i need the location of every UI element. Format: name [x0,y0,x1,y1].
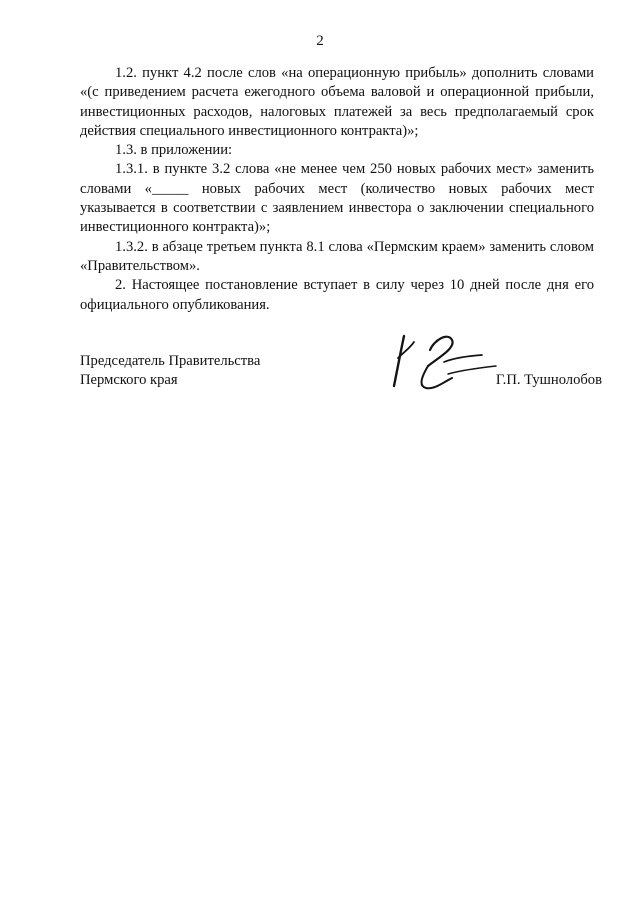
paragraph-1-2: 1.2. пункт 4.2 после слов «на операционную прибыль» дополнить словами «(с приведением расчета ежегодного объема валовой и операционной прибыли, инвестиционных расходов, налоговых платежей за весь предполагаемый срок действия специального инвестиционного контракта)»; [80,65,594,139]
signatory-title [80,352,340,391]
signatory-title-line-2: Пермского края [80,372,178,389]
signature-block [80,352,602,412]
handwritten-signature-icon [390,328,500,394]
paragraph-1-3-1: 1.3.1. в пункте 3.2 слова «не менее чем 250 новых рабочих мест» заменить словами «_____ новых рабочих мест (количество новых рабочих мест указывается в соответствии с заявлением инвестора о заключении специального инвестиционного контракта)»; [80,161,594,236]
page-number: 2 [316,33,324,49]
paragraph-1-3-2: 1.3.2. в абзаце третьем пункта 8.1 слова «Пермским краем» заменить словом «Правительством». [80,238,594,274]
signatory-name: Г.П. Тушнолобов [495,372,602,388]
paragraph-2: 2. Настоящее постановление вступает в силу через 10 дней после дня его официального опубликования. [80,277,594,313]
signatory-title-line-1: Председатель Правительства [80,353,261,369]
document-body [80,64,594,315]
paragraph-1-3: 1.3. в приложении: [115,142,233,159]
